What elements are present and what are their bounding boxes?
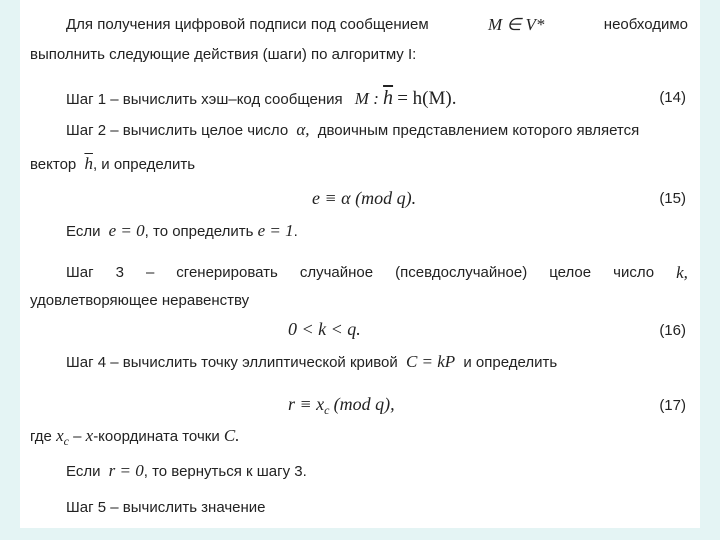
if-r-line bbox=[66, 461, 307, 482]
eq17-sub: c bbox=[324, 403, 330, 417]
step1-math-b: = h(M). bbox=[397, 88, 457, 109]
where-a: где bbox=[30, 428, 52, 445]
step3-line-1 bbox=[66, 263, 688, 283]
where-sub: c bbox=[63, 434, 69, 448]
step1-text: Шаг 1 – вычислить хэш–код сообщения bbox=[66, 91, 343, 108]
if-r-a: Если bbox=[66, 463, 101, 480]
where-b: – bbox=[73, 428, 82, 445]
eq16-number: (16) bbox=[659, 322, 686, 339]
step3-w5: (псевдослучайное) bbox=[395, 264, 528, 281]
eq14-number: (14) bbox=[659, 89, 686, 106]
eq17-math-b: (mod q), bbox=[333, 394, 395, 414]
step3-line-2: удовлетворяющее неравенству bbox=[30, 292, 250, 309]
where-line bbox=[30, 426, 239, 451]
step3-w0: Шаг bbox=[66, 264, 94, 281]
intro-math: M ∈ V* bbox=[488, 15, 545, 34]
if-e-m1: e = 0 bbox=[108, 221, 145, 240]
eq17-math-a: r ≡ x bbox=[288, 394, 325, 414]
if-r-m: r = 0 bbox=[108, 461, 144, 480]
step1-math-a: M : bbox=[354, 89, 379, 108]
intro-text-2: необходимо bbox=[603, 16, 688, 33]
step2-vector-h: $\overline{h}$ bbox=[84, 154, 93, 173]
step2-text-c: вектор bbox=[30, 156, 77, 173]
eq16-formula: 0 < k < q. bbox=[288, 319, 361, 339]
step2-line-1 bbox=[66, 120, 639, 141]
eq15-formula: e ≡ α (mod q). bbox=[312, 188, 417, 208]
step3-w1: 3 bbox=[115, 264, 124, 281]
if-r-b: , то вернуться к шагу 3. bbox=[143, 463, 307, 480]
step4-m: C = kP bbox=[405, 352, 456, 371]
if-e-b: , то определить bbox=[144, 223, 254, 240]
step3-w7: число bbox=[613, 264, 655, 281]
if-e-c: . bbox=[293, 223, 298, 240]
step4-b: и определить bbox=[463, 354, 558, 371]
intro-line-2: выполнить следующие действия (шаги) по алгоритму I: bbox=[30, 46, 417, 63]
step1-line bbox=[66, 88, 456, 110]
step4-a: Шаг 4 – вычислить точку эллиптической кривой bbox=[66, 354, 398, 371]
step2-line-2 bbox=[30, 154, 195, 175]
if-e-line bbox=[66, 221, 298, 242]
step3-w4: случайное bbox=[299, 264, 374, 281]
step1-hash-h: $\overline{h}$ bbox=[383, 87, 394, 109]
if-e-a: Если bbox=[66, 223, 101, 240]
intro-text-1: Для получения цифровой подписи под сообщением bbox=[66, 16, 429, 33]
step3-w2: – bbox=[145, 264, 155, 281]
where-m: x bbox=[56, 426, 64, 445]
step2-text-b: двоичным представлением которого является bbox=[317, 122, 640, 139]
eq17-number: (17) bbox=[659, 397, 686, 414]
step3-w3: сгенерировать bbox=[176, 264, 278, 281]
step2-text-a: Шаг 2 – вычислить целое число bbox=[66, 122, 289, 139]
step4-line bbox=[66, 352, 557, 373]
document-page bbox=[20, 0, 700, 528]
intro-line-1 bbox=[66, 15, 688, 35]
eq17-formula bbox=[288, 394, 395, 420]
step3-k: k, bbox=[676, 263, 688, 282]
where-m2: x bbox=[85, 426, 94, 445]
if-e-m2: e = 1 bbox=[257, 221, 294, 240]
step2-text-d: , и определить bbox=[92, 156, 196, 173]
eq15-number: (15) bbox=[659, 190, 686, 207]
step2-alpha: α, bbox=[296, 120, 310, 139]
step3-w6: целое bbox=[549, 264, 592, 281]
where-m3: C. bbox=[223, 426, 240, 445]
step5-line: Шаг 5 – вычислить значение bbox=[66, 499, 266, 516]
where-c: -координата точки bbox=[93, 428, 220, 445]
